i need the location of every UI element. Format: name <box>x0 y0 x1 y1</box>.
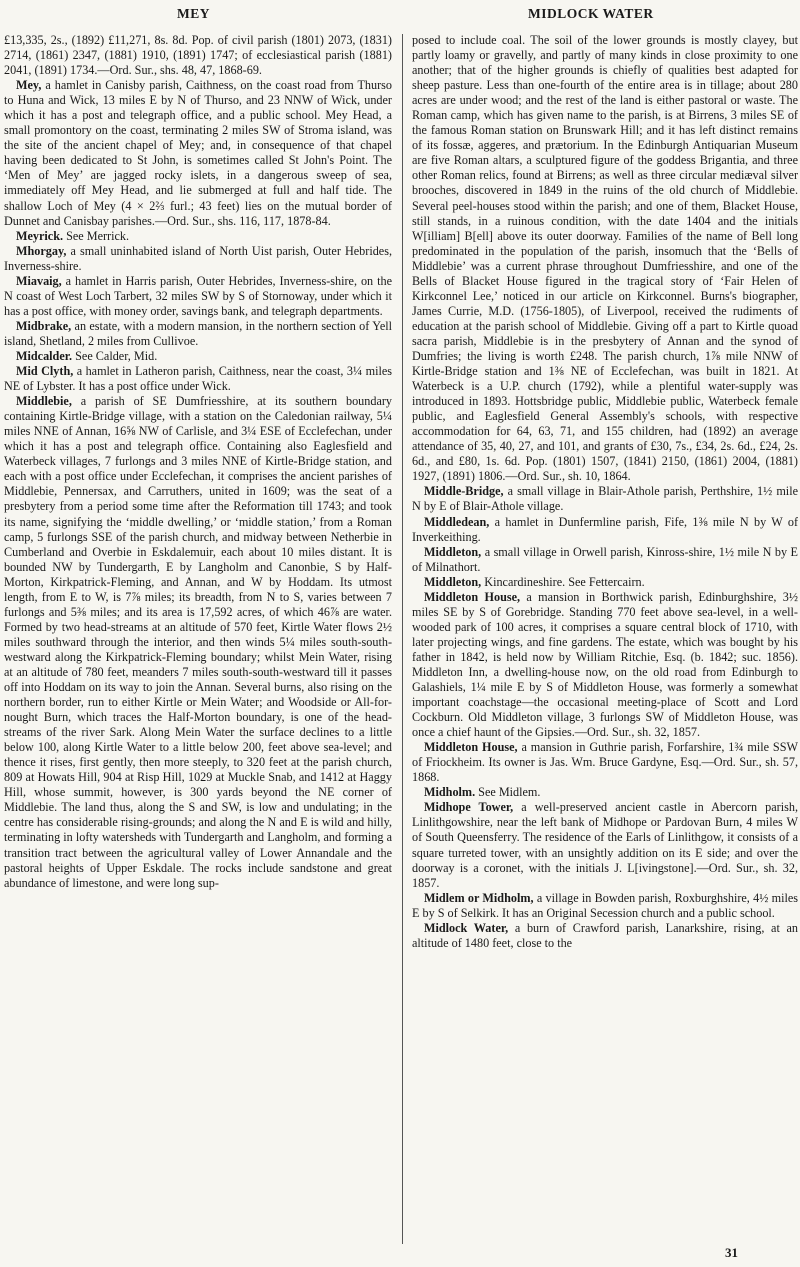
gazetteer-entry <box>412 575 798 590</box>
entry-text: a small village in Blair-Athole parish, Perthshire, 1½ mile N by E of Blair-Athole village. <box>412 484 798 514</box>
right-column <box>412 33 798 1245</box>
entry-headword: Middleton, <box>424 574 482 589</box>
gazetteer-entry <box>412 800 798 890</box>
entry-headword: Midhope Tower, <box>424 800 514 815</box>
gazetteer-entry <box>4 229 392 244</box>
entry-text: See Calder, Mid. <box>75 348 158 363</box>
entry-headword: Middle-Bridge, <box>424 484 504 499</box>
gazetteer-entry <box>4 244 392 274</box>
page-number: 31 <box>725 1245 738 1260</box>
entry-text: Kincardineshire. See Fettercairn. <box>484 574 645 589</box>
entry-text: £13,335, 2s., (1892) £11,271, 8s. 8d. Pop. of civil parish (1801) 2073, (1831) 2714, (1861) 2347, (1881) 1910, (1891) 1747; of ecclesiastical parish (1881) 2041, (1891) 1734.—Ord. Sur., shs. 48, 47, 1868-69. <box>4 33 392 78</box>
entry-continuation <box>4 33 392 78</box>
entry-headword: Middlebie, <box>16 394 72 409</box>
entry-text: a parish of SE Dumfriesshire, at its southern boundary containing Kirtle-Bridge village, with a station on the Caledonian railway, 5¼ miles NNE of Annan, 16⅝ NW of Carlisle, and 3¼ ESE of Ecclefechan, under which it has a post and telegraph office. Containing also Eaglesfield and Waterbeck villages, 7 furlongs and 3 miles NNE of Kirtle-Bridge station, and each with a post office under Ecclefechan, it comprises the ancient parishes of Middlebie, Pennersax, and Carruthers, united in 1609; was the seat of a presbytery from a period some time after the Reformation till 1743; and took its name, signifying the ‘middle dwelling,’ or ‘middle station,’ from a Roman camp, 5 furlongs SSE of the parish church, and midway between Netherbie in Cumberland and Overbie in Eskdalemuir, each about 10 miles distant. It is bounded NW by Tundergarth, E by Langholm and Canonbie, S by Half-Morton, Kirkpatrick-Fleming, and Annan, and W by Hoddam. Its utmost length, from E to W, is 7⅞ miles; its breadth, from N to S, varies between 7 furlongs and 5⅜ miles; and its area is 17,592 acres, of which 46⅞ are water. Formed by two head-streams at an altitude of 570 feet, Kirtle Water flows 2½ miles southward through the interior, and then winds 5¼ miles south-south-westward along the Kirkpatrick-Fleming boundary; whilst Mein Water, rising at an altitude of 780 feet, meanders 7 miles south-south-westward till it passes off into Hoddam on its way to join the Annan. Several burns, also rising on the northern border, run to either Kirtle or Mein Water; and Woodside or All-for-nought Burn, which traces the Half-Morton boundary, is one of the head-streams of the river Sark. Along Mein Water the surface declines to a little below 100, along Kirtle Water to a little below 200, feet above sea-level; and thence it rises, first gently, then more steeply, to 320 feet at the parish church, 809 at Howats Hill, 904 at Risp Hill, 1029 at Muckle Snab, and 1412 at Haggy Hill, whose summit, however, is 300 yards beyond the NE corner of Middlebie. The land thus, along the S and SW, is low and undulating; in the centre has considerable rising-grounds; and along the N and E is wild and hilly, terminating in lofty watersheds with Tundergarth and Langholm, and forming a transition tract between the agricultural valley of Lower Annandale and the pastoral heights of Upper Eskdale. The rocks include sandstone and great abundance of limestone, and were long sup- <box>4 394 392 890</box>
entry-text: See Merrick. <box>66 228 130 243</box>
entry-text: a mansion in Borthwick parish, Edinburghshire, 3½ miles SE by S of Gorebridge. Standing 770 feet above sea-level, in a well-wooded park of 100 acres, it comprises a square central block of 1710, with later projecting wings, and fine gardens. The estate, which was bought by his father in 1842, is held now by William Ritchie, Esq. (b. 1842; suc. 1856). Middleton Inn, a dwelling-house now, on the old road from Edinburgh to Galashiels, 1¼ mile E by S of Middleton House, was formerly a somewhat important coachstage—the occasional meeting-place of Scott and Lord Cockburn. Old Middleton village, 3 furlongs SW of Middleton House, was once a chief haunt of the Gipsies.—Ord. Sur., sh. 32, 1857. <box>412 589 798 740</box>
entry-headword: Meyrick. <box>16 228 64 243</box>
left-column <box>4 33 392 1245</box>
gazetteer-entry <box>412 921 798 951</box>
gazetteer-entry <box>4 364 392 394</box>
gazetteer-entry <box>412 515 798 545</box>
entry-headword: Middleton, <box>424 544 482 559</box>
gazetteer-entry <box>4 349 392 364</box>
entry-text: posed to include coal. The soil of the lower grounds is mostly clayey, but partly loamy or gravelly, and partly of many kinds in close proximity to one another; that of the higher grounds is chiefly of qualities best adapted for sheep pasture. Less than one-fourth of the entire area is in tillage; about 280 acres are under wood; and the rest of the land is either pastoral or waste. The Roman camp, which has given name to the parish, is at Birrens, 3 miles SE of the famous Roman station on Brunswark Hill; and it has left distinct remains of its fossæ, aggeres, and prætorium. In the Edinburgh Antiquarian Museum are five Roman altars, a sculptured figure of the goddess Brigantia, and three other Roman relics, found at Birrens; as well as three circular mediæval silver brooches, discovered in 1849 in the ruins of the old church of Middlebie. Several peel-houses stood within the parish; and one of them, Blacket House, still stands, in a ruinous condition, with the date 1404 and the initials W[illiam] B[ell] above its outer doorway. Families of the name of Bell long predominated in the population of the parish, insomuch that the ‘Bells of Middlebie’ was a current phrase throughout Dumfriesshire, and one of the Bells of Blacket House figured in the tragical story of ‘Fair Helen of Kirkconnel Lee,’ noticed in our article on Kirkconnel. Burns's biographer, James Currie, M.D. (1756-1805), of Liverpool, received the rudiments of education at the parish school of Middlebie. Giving off a part to Kirtle quoad sacra parish, Middlebie is in the presbytery of Annan and the synod of Dumfries; the living is worth £248. The parish church, 1⅞ mile NNW of Kirtle-Bridge station and 1⅜ NE of Ecclefechan, was built in 1821. At Waterbeck is a U.P. church (1792), while a plentiful water-supply was introduced in 1893. Hottsbridge public, Middlebie public, Waterbeck female public, and Eaglesfield General Assembly's schools, with respective accommodation for 64, 63, 71, and 155 children, had (1892) an average attendance of 35, 40, 27, and 101, and grants of £30, 7s., £34, 2s. 6d., £24, 2s. 6d., and £80, 1s. 6d. Pop. (1801) 1507, (1841) 2150, (1861) 2004, (1881) 1927, (1891) 1806.—Ord. Sur., sh. 10, 1864. <box>412 33 798 484</box>
entry-text: a mansion in Guthrie parish, Forfarshire, 1¾ mile SSW of Friockheim. Its owner is Jas. Wm. Bruce Gardyne, Esq.—Ord. Sur., sh. 57, 1868. <box>412 740 798 785</box>
entry-text: a burn of Crawford parish, Lanarkshire, rising, at an altitude of 1480 feet, close to the <box>412 920 798 950</box>
gazetteer-entry <box>4 78 392 228</box>
entry-text: a hamlet in Canisby parish, Caithness, on the coast road from Thurso to Huna and Wick, 13 miles E by N of Thurso, and 23 NNW of Wick, under which it has a post and telegraph office, and a public school. Mey Head, a small promontory on the coast, terminating 2 miles SW of Stroma island, was the site of the ancient chapel of Mey; and, in consequence of that chapel having been dedicated to St John, is sometimes called St John's Point. The ‘Men of Mey’ are jagged rocky islets, in a dangerous sweep of sea, immediately off Mey Head, and lie submerged at full and half tide. The shallow Loch of Mey (4 × 2⅔ furl.; 43 feet) lies on the mutual border of Dunnet and Canisbay parishes.—Ord. Sur., shs. 116, 117, 1878-84. <box>4 78 392 228</box>
entry-text: a hamlet in Latheron parish, Caithness, near the coast, 3¼ miles NE of Lybster. It has a post office under Wick. <box>4 364 392 394</box>
header-right-word: MIDLOCK WATER <box>528 6 654 21</box>
gazetteer-entry <box>412 590 798 740</box>
entry-text: See Midlem. <box>478 785 541 800</box>
column-divider <box>402 34 403 1244</box>
gazetteer-entry <box>4 319 392 349</box>
entry-continuation <box>412 33 798 484</box>
entry-headword: Middleton House, <box>424 740 518 755</box>
entry-text: an estate, with a modern mansion, in the northern section of Yell island, Shetland, 2 miles from Cullivoe. <box>4 318 392 348</box>
entry-text: a village in Bowden parish, Roxburghshire, 4½ miles E by S of Selkirk. It has an Original Secession church and a public school. <box>412 890 798 920</box>
entry-text: a small uninhabited island of North Uist parish, Outer Hebrides, Inverness-shire. <box>4 243 392 273</box>
entry-text: a hamlet in Dunfermline parish, Fife, 1⅜ mile N by W of Inverkeithing. <box>412 514 798 544</box>
gazetteer-entry <box>4 274 392 319</box>
gazetteer-entry <box>412 740 798 785</box>
entry-headword: Midlock Water, <box>424 920 509 935</box>
gazetteer-entry <box>4 394 392 891</box>
entry-headword: Midholm. <box>424 785 476 800</box>
entry-headword: Middleton House, <box>424 589 521 604</box>
entry-text: a hamlet in Harris parish, Outer Hebrides, Inverness-shire, on the N coast of West Loch Tarbert, 32 miles SW by S of Stornoway, under which it has a post office, with money order, savings bank, and telegraph departments. <box>4 273 392 318</box>
header-left-word: MEY <box>177 6 210 21</box>
entry-headword: Midlem or Midholm, <box>424 890 534 905</box>
entry-headword: Miavaig, <box>16 273 62 288</box>
gazetteer-entry <box>412 785 798 800</box>
gazetteer-entry <box>412 484 798 514</box>
gazetteer-entry <box>412 545 798 575</box>
entry-headword: Middledean, <box>424 514 490 529</box>
running-header <box>0 6 800 26</box>
entry-text: a small village in Orwell parish, Kinross-shire, 1½ mile N by E of Milnathort. <box>412 544 798 574</box>
entry-headword: Midbrake, <box>16 318 72 333</box>
entry-headword: Mey, <box>16 78 42 93</box>
entry-text: a well-preserved ancient castle in Abercorn parish, Linlithgowshire, near the left bank of Midhope or Pardovan Burn, 4 miles W of South Queensferry. The residence of the Earls of Linlithgow, it consists of a square turreted tower, with an unsightly addition on its E side; and over the doorway is a coronet, with the initials J. L[ivingstone].—Ord. Sur., sh. 32, 1857. <box>412 800 798 890</box>
entry-headword: Mid Clyth, <box>16 364 74 379</box>
entry-headword: Midcalder. <box>16 348 73 363</box>
entry-headword: Mhorgay, <box>16 243 67 258</box>
gazetteer-entry <box>412 891 798 921</box>
